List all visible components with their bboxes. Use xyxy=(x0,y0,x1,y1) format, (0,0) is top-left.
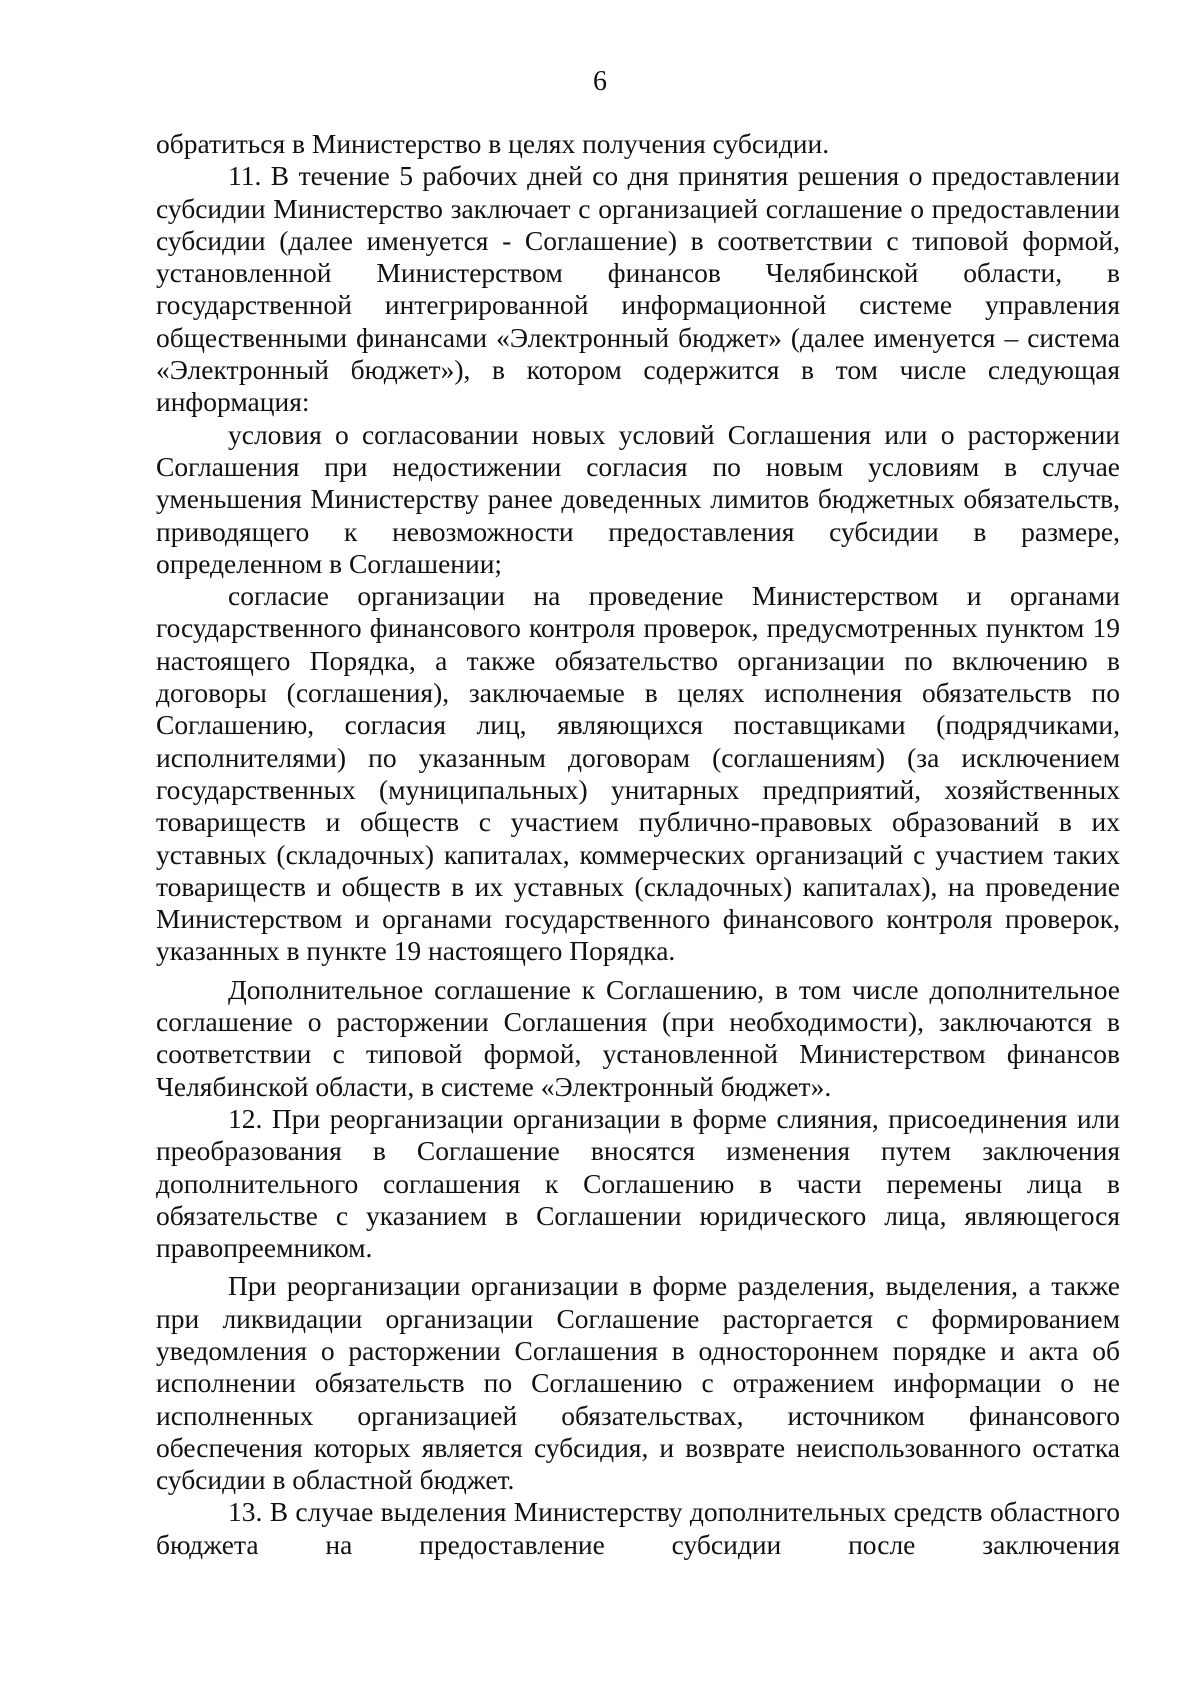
paragraph-continuation: обратиться в Министерство в целях получения субсидии. xyxy=(156,128,830,159)
paragraph-item-11: 11. В течение 5 рабочих дней со дня принятия решения о предоставлении субсидии Министерство заключает с организацией соглашение о предоставлении субсидии (далее именуется - Соглашение) в соответствии с типовой формой, установленной Министерством финансов Челябинской области, в государственной интегрированной информационной системе управления общественными финансами «Электронный бюджет» (далее именуется – система «Электронный бюджет»), в котором содержится в том числе следующая информация: xyxy=(156,160,1120,418)
page-number: 6 xyxy=(593,66,607,97)
paragraph-additional-agreement: Дополнительное соглашение к Соглашению, в том числе дополнительное соглашение о расторжении Соглашения (при необходимости), заключаются в соответствии с типовой формой, установленной Министерством финансов Челябинской области, в системе «Электронный бюджет». xyxy=(156,973,1120,1102)
body-text xyxy=(156,128,1120,1561)
paragraph-item-12: 12. При реорганизации организации в форме слияния, присоединения или преобразования в Соглашение вносятся изменения путем заключения дополнительного соглашения к Соглашению в части перемены лица в обязательстве с указанием в Соглашении юридического лица, являющегося правопреемником. xyxy=(156,1102,1120,1264)
paragraph-reorganization: При реорганизации организации в форме разделения, выделения, а также при ликвидации организации Соглашение расторгается с формированием уведомления о расторжении Соглашения в одностороннем порядке и акта об исполнении обязательств по Соглашению с отражением информации о не исполненных организацией обязательствах, источником финансового обеспечения которых является субсидия, и возврате неиспользованного остатка субсидии в областной бюджет. xyxy=(156,1270,1120,1496)
paragraph-conditions: условия о согласовании новых условий Соглашения или о расторжении Соглашения при недостижении согласия по новым условиям в случае уменьшения Министерству ранее доведенных лимитов бюджетных обязательств, приводящего к невозможности предоставления субсидии в размере, определенном в Соглашении; xyxy=(156,418,1120,579)
paragraph-item-13: 13. В случае выделения Министерству дополнительных средств областного бюджета на предоставление субсидии после заключения xyxy=(156,1496,1120,1560)
paragraph-consent: согласие организации на проведение Министерством и органами государственного финансового контроля проверок, предусмотренных пунктом 19 настоящего Порядка, а также обязательство организации по включению в договоры (соглашения), заключаемые в целях исполнения обязательств по Соглашению, согласия лиц, являющихся поставщиками (подрядчиками, исполнителями) по указанным договорам (соглашениям) (за исключением государственных (муниципальных) унитарных предприятий, хозяйственных товариществ и обществ с участием публично-правовых образований в их уставных (складочных) капиталах, коммерческих организаций с участием таких товариществ и обществ в их уставных (складочных) капиталах), на проведение Министерством и органами государственного финансового контроля проверок, указанных в пункте 19 настоящего Порядка. xyxy=(156,580,1120,967)
